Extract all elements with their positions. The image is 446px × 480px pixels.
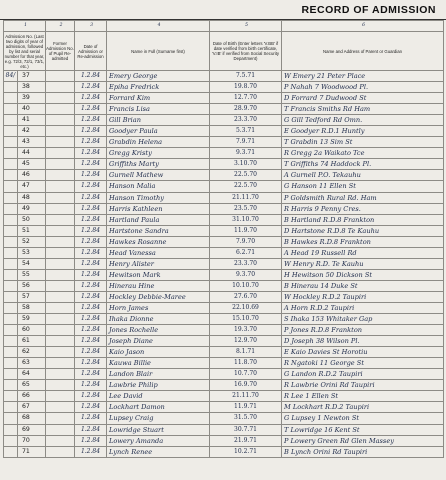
- admission-date: 1.2.84: [75, 325, 107, 336]
- admission-number: 60: [18, 325, 46, 336]
- pupil-name: Jones Rochelle: [107, 325, 210, 336]
- table-row: [4, 347, 444, 358]
- table-row: [4, 126, 444, 137]
- admission-number: 61: [18, 336, 46, 347]
- admission-number: 39: [18, 93, 46, 104]
- admission-date: 1.2.84: [75, 302, 107, 313]
- pupil-name: Hartstone Sandra: [107, 225, 210, 236]
- admission-date: 1.2.84: [75, 369, 107, 380]
- admission-date: 1.2.84: [75, 82, 107, 93]
- parent-guardian: R Ngatoki 11 George St: [282, 358, 444, 369]
- pupil-name: Lowery Amanda: [107, 435, 210, 446]
- row-year-prefix: 84/: [4, 71, 18, 82]
- row-year-prefix: [4, 82, 18, 93]
- admission-date: 1.2.84: [75, 291, 107, 302]
- row-year-prefix: [4, 192, 18, 203]
- admission-date: 1.2.84: [75, 269, 107, 280]
- former-number: [46, 358, 75, 369]
- row-year-prefix: [4, 236, 18, 247]
- header-former-no: Former Admission No. of Pupil Re-admitted: [46, 32, 75, 71]
- date-of-birth: 22.10.69: [210, 302, 282, 313]
- pupil-name: Lawbrie Philip: [107, 380, 210, 391]
- date-of-birth: 11.8.70: [210, 358, 282, 369]
- column-number: 6: [282, 21, 444, 32]
- date-of-birth: 22.5.70: [210, 181, 282, 192]
- admission-number: 51: [18, 225, 46, 236]
- row-year-prefix: [4, 137, 18, 148]
- admission-table: [3, 20, 444, 458]
- admission-number: 50: [18, 214, 46, 225]
- date-of-birth: 22.5.70: [210, 170, 282, 181]
- former-number: [46, 280, 75, 291]
- admission-number: 52: [18, 236, 46, 247]
- former-number: [46, 347, 75, 358]
- admission-number: 58: [18, 302, 46, 313]
- table-row: [4, 203, 444, 214]
- date-of-birth: 27.6.70: [210, 291, 282, 302]
- date-of-birth: 10.10.70: [210, 280, 282, 291]
- pupil-name: Hartland Paula: [107, 214, 210, 225]
- column-number: 5: [210, 21, 282, 32]
- parent-guardian: W Emery 21 Peter Place: [282, 71, 444, 82]
- table-row: [4, 424, 444, 435]
- former-number: [46, 247, 75, 258]
- former-number: [46, 314, 75, 325]
- admission-date: 1.2.84: [75, 170, 107, 181]
- admission-date: 1.2.84: [75, 380, 107, 391]
- row-year-prefix: [4, 269, 18, 280]
- admission-number: 55: [18, 269, 46, 280]
- pupil-name: Lupsey Craig: [107, 413, 210, 424]
- pupil-name: Joseph Diane: [107, 336, 210, 347]
- former-number: [46, 225, 75, 236]
- table-row: [4, 336, 444, 347]
- row-year-prefix: [4, 159, 18, 170]
- row-year-prefix: [4, 115, 18, 126]
- header-row: [4, 32, 444, 71]
- pupil-name: Hawkes Rosanne: [107, 236, 210, 247]
- parent-guardian: B Hinerau 14 Duke St: [282, 280, 444, 291]
- former-number: [46, 71, 75, 82]
- row-year-prefix: [4, 336, 18, 347]
- admission-number: 71: [18, 446, 46, 457]
- date-of-birth: 21.9.71: [210, 435, 282, 446]
- admission-date: 1.2.84: [75, 236, 107, 247]
- table-row: [4, 82, 444, 93]
- table-row: [4, 214, 444, 225]
- row-year-prefix: [4, 380, 18, 391]
- header-parent: Name and Address of Parent or Guardian: [282, 32, 444, 71]
- admission-date: 1.2.84: [75, 413, 107, 424]
- former-number: [46, 302, 75, 313]
- header-date: Date of Admission or Re-admission: [75, 32, 107, 71]
- parent-guardian: D Forrard 7 Dudwood St: [282, 93, 444, 104]
- row-year-prefix: [4, 247, 18, 258]
- pupil-name: Horn James: [107, 302, 210, 313]
- date-of-birth: 16.9.70: [210, 380, 282, 391]
- admission-date: 1.2.84: [75, 214, 107, 225]
- pupil-name: Grabdin Helena: [107, 137, 210, 148]
- pupil-name: Emery George: [107, 71, 210, 82]
- pupil-name: Forrard Kim: [107, 93, 210, 104]
- admission-date: 1.2.84: [75, 137, 107, 148]
- admission-date: 1.2.84: [75, 358, 107, 369]
- parent-guardian: M Lockhart R.D.2 Taupiri: [282, 402, 444, 413]
- row-year-prefix: [4, 302, 18, 313]
- parent-guardian: W Henry R.D. Te Kauhu: [282, 258, 444, 269]
- parent-guardian: D Joseph 38 Wilson Pl.: [282, 336, 444, 347]
- admission-date: 1.2.84: [75, 446, 107, 457]
- table-row: [4, 269, 444, 280]
- row-year-prefix: [4, 225, 18, 236]
- header-name: Name in Full (Surname first): [107, 32, 210, 71]
- table-row: [4, 159, 444, 170]
- table-row: [4, 435, 444, 446]
- row-year-prefix: [4, 104, 18, 115]
- admission-number: 66: [18, 391, 46, 402]
- column-number: 4: [107, 21, 210, 32]
- pupil-name: Lowridge Stuart: [107, 424, 210, 435]
- parent-guardian: P Lowery Green Rd Glen Massey: [282, 435, 444, 446]
- parent-guardian: T Grabdin 13 Sim St: [282, 137, 444, 148]
- date-of-birth: 15.10.70: [210, 314, 282, 325]
- parent-guardian: D Hartstone R.D.8 Te Kauhu: [282, 225, 444, 236]
- pupil-name: Hanson Timothy: [107, 192, 210, 203]
- former-number: [46, 137, 75, 148]
- date-of-birth: 23.3.70: [210, 115, 282, 126]
- former-number: [46, 291, 75, 302]
- pupil-name: Lockhart Damon: [107, 402, 210, 413]
- former-number: [46, 435, 75, 446]
- parent-guardian: G Lupsey 1 Newton St: [282, 413, 444, 424]
- former-number: [46, 192, 75, 203]
- table-row: [4, 247, 444, 258]
- admission-date: 1.2.84: [75, 347, 107, 358]
- admission-number: 59: [18, 314, 46, 325]
- table-row: [4, 148, 444, 159]
- row-year-prefix: [4, 391, 18, 402]
- admission-number: 41: [18, 115, 46, 126]
- parent-guardian: H Hewitson 50 Dickson St: [282, 269, 444, 280]
- former-number: [46, 214, 75, 225]
- former-number: [46, 391, 75, 402]
- former-number: [46, 446, 75, 457]
- former-number: [46, 424, 75, 435]
- pupil-name: Epiha Fredrick: [107, 82, 210, 93]
- table-row: [4, 325, 444, 336]
- parent-guardian: T Griffiths 74 Haddock Pl.: [282, 159, 444, 170]
- column-number: 1: [4, 21, 46, 32]
- admission-number: 44: [18, 148, 46, 159]
- date-of-birth: 31.5.70: [210, 413, 282, 424]
- former-number: [46, 126, 75, 137]
- admission-date: 1.2.84: [75, 336, 107, 347]
- table-row: [4, 192, 444, 203]
- pupil-name: Hanson Malia: [107, 181, 210, 192]
- table-row: [4, 71, 444, 82]
- admission-date: 1.2.84: [75, 424, 107, 435]
- admission-date: 1.2.84: [75, 247, 107, 258]
- row-year-prefix: [4, 203, 18, 214]
- admission-number: 43: [18, 137, 46, 148]
- parent-guardian: A Horn R.D.2 Taupiri: [282, 302, 444, 313]
- admission-number: 65: [18, 380, 46, 391]
- former-number: [46, 369, 75, 380]
- pupil-name: Hockley Debbie-Maree: [107, 291, 210, 302]
- parent-guardian: B Lynch Orini Rd Taupiri: [282, 446, 444, 457]
- admission-number: 67: [18, 402, 46, 413]
- date-of-birth: 9.3.71: [210, 148, 282, 159]
- table-row: [4, 314, 444, 325]
- admission-number: 69: [18, 424, 46, 435]
- row-year-prefix: [4, 347, 18, 358]
- former-number: [46, 203, 75, 214]
- pupil-name: Gurnell Mathew: [107, 170, 210, 181]
- row-year-prefix: [4, 435, 18, 446]
- parent-guardian: A Head 19 Russell Rd: [282, 247, 444, 258]
- admission-number: 63: [18, 358, 46, 369]
- admission-date: 1.2.84: [75, 435, 107, 446]
- former-number: [46, 181, 75, 192]
- former-number: [46, 148, 75, 159]
- pupil-name: Francis Lisa: [107, 104, 210, 115]
- date-of-birth: 30.7.71: [210, 424, 282, 435]
- table-body: [4, 71, 444, 458]
- admission-date: 1.2.84: [75, 148, 107, 159]
- parent-guardian: R Gregg 2a Waikato Tce: [282, 148, 444, 159]
- date-of-birth: 6.2.71: [210, 247, 282, 258]
- parent-guardian: G Landon R.D.2 Taupiri: [282, 369, 444, 380]
- row-year-prefix: [4, 402, 18, 413]
- page-title: RECORD OF ADMISSION: [301, 4, 436, 16]
- table-row: [4, 225, 444, 236]
- former-number: [46, 413, 75, 424]
- former-number: [46, 115, 75, 126]
- date-of-birth: 19.8.70: [210, 82, 282, 93]
- former-number: [46, 325, 75, 336]
- parent-guardian: E Kaio Davies St Horotiu: [282, 347, 444, 358]
- table-row: [4, 391, 444, 402]
- row-year-prefix: [4, 358, 18, 369]
- admission-date: 1.2.84: [75, 192, 107, 203]
- admission-number: 47: [18, 181, 46, 192]
- former-number: [46, 258, 75, 269]
- admission-number: 54: [18, 258, 46, 269]
- pupil-name: Head Vanessa: [107, 247, 210, 258]
- admission-date: 1.2.84: [75, 181, 107, 192]
- pupil-name: Harris Kathleen: [107, 203, 210, 214]
- table-row: [4, 280, 444, 291]
- pupil-name: Gregg Kristy: [107, 148, 210, 159]
- admission-number: 38: [18, 82, 46, 93]
- column-number: 3: [75, 21, 107, 32]
- admission-number: 40: [18, 104, 46, 115]
- date-of-birth: 19.3.70: [210, 325, 282, 336]
- row-year-prefix: [4, 170, 18, 181]
- parent-guardian: G Gill Tedford Rd Omn.: [282, 115, 444, 126]
- pupil-name: Goodyer Paula: [107, 126, 210, 137]
- table-row: [4, 302, 444, 313]
- admission-number: 57: [18, 291, 46, 302]
- row-year-prefix: [4, 258, 18, 269]
- admission-date: 1.2.84: [75, 280, 107, 291]
- row-year-prefix: [4, 325, 18, 336]
- admission-number: 45: [18, 159, 46, 170]
- former-number: [46, 82, 75, 93]
- former-number: [46, 159, 75, 170]
- admission-date: 1.2.84: [75, 225, 107, 236]
- admission-number: 62: [18, 347, 46, 358]
- pupil-name: Lee David: [107, 391, 210, 402]
- former-number: [46, 402, 75, 413]
- parent-guardian: B Hartland R.D.8 Frankton: [282, 214, 444, 225]
- former-number: [46, 170, 75, 181]
- admission-date: 1.2.84: [75, 203, 107, 214]
- pupil-name: Gill Brian: [107, 115, 210, 126]
- column-number: 2: [46, 21, 75, 32]
- admission-number: 48: [18, 192, 46, 203]
- admission-number: 64: [18, 369, 46, 380]
- table-row: [4, 358, 444, 369]
- parent-guardian: P Goldsmith Rural Rd. Ham: [282, 192, 444, 203]
- pupil-name: Griffiths Marty: [107, 159, 210, 170]
- parent-guardian: P Nahah 7 Woodwood Pl.: [282, 82, 444, 93]
- admission-number: 42: [18, 126, 46, 137]
- row-year-prefix: [4, 446, 18, 457]
- parent-guardian: G Hanson 11 Ellen St: [282, 181, 444, 192]
- former-number: [46, 93, 75, 104]
- parent-guardian: R Harris 9 Penny Cres.: [282, 203, 444, 214]
- parent-guardian: P Jones R.D.8 Frankton: [282, 325, 444, 336]
- admission-date: 1.2.84: [75, 115, 107, 126]
- admission-date: 1.2.84: [75, 314, 107, 325]
- pupil-name: Ihaka Dionne: [107, 314, 210, 325]
- parent-guardian: R Lee 1 Ellen St: [282, 391, 444, 402]
- admission-date: 1.2.84: [75, 71, 107, 82]
- date-of-birth: 7.9.71: [210, 137, 282, 148]
- admission-date: 1.2.84: [75, 104, 107, 115]
- table-row: [4, 258, 444, 269]
- date-of-birth: 3.10.70: [210, 159, 282, 170]
- admission-date: 1.2.84: [75, 258, 107, 269]
- pupil-name: Hinerau Hine: [107, 280, 210, 291]
- date-of-birth: 23.5.70: [210, 203, 282, 214]
- row-year-prefix: [4, 424, 18, 435]
- table-row: [4, 446, 444, 457]
- table-row: [4, 369, 444, 380]
- admission-date: 1.2.84: [75, 391, 107, 402]
- date-of-birth: 10.2.71: [210, 446, 282, 457]
- row-year-prefix: [4, 93, 18, 104]
- admission-number: 56: [18, 280, 46, 291]
- date-of-birth: 7.5.71: [210, 71, 282, 82]
- admission-number: 68: [18, 413, 46, 424]
- pupil-name: Hewitson Mark: [107, 269, 210, 280]
- admission-date: 1.2.84: [75, 402, 107, 413]
- admission-number: 70: [18, 435, 46, 446]
- former-number: [46, 236, 75, 247]
- parent-guardian: W Hockley R.D.2 Taupiri: [282, 291, 444, 302]
- admission-date: 1.2.84: [75, 159, 107, 170]
- column-number-row: [4, 21, 444, 32]
- table-row: [4, 291, 444, 302]
- row-year-prefix: [4, 291, 18, 302]
- parent-guardian: S Ihaka 153 Whitaker Gap: [282, 314, 444, 325]
- pupil-name: Lynch Renee: [107, 446, 210, 457]
- row-year-prefix: [4, 148, 18, 159]
- date-of-birth: 9.3.70: [210, 269, 282, 280]
- date-of-birth: 12.9.70: [210, 336, 282, 347]
- date-of-birth: 12.7.70: [210, 93, 282, 104]
- table-row: [4, 137, 444, 148]
- row-year-prefix: [4, 181, 18, 192]
- admission-date: 1.2.84: [75, 126, 107, 137]
- date-of-birth: 7.9.70: [210, 236, 282, 247]
- date-of-birth: 21.11.70: [210, 192, 282, 203]
- admission-number: 49: [18, 203, 46, 214]
- former-number: [46, 336, 75, 347]
- table-row: [4, 104, 444, 115]
- former-number: [46, 380, 75, 391]
- date-of-birth: 11.9.70: [210, 225, 282, 236]
- parent-guardian: A Gurnell P.O. Tekauhu: [282, 170, 444, 181]
- table-row: [4, 413, 444, 424]
- table-row: [4, 181, 444, 192]
- date-of-birth: 21.11.70: [210, 391, 282, 402]
- admission-number: 53: [18, 247, 46, 258]
- date-of-birth: 8.1.71: [210, 347, 282, 358]
- former-number: [46, 269, 75, 280]
- former-number: [46, 104, 75, 115]
- date-of-birth: 10.7.70: [210, 369, 282, 380]
- row-year-prefix: [4, 413, 18, 424]
- date-of-birth: 23.3.70: [210, 258, 282, 269]
- date-of-birth: 28.9.70: [210, 104, 282, 115]
- row-year-prefix: [4, 214, 18, 225]
- pupil-name: Henry Alister: [107, 258, 210, 269]
- date-of-birth: 11.9.71: [210, 402, 282, 413]
- table-row: [4, 170, 444, 181]
- table-row: [4, 115, 444, 126]
- pupil-name: Landon Blair: [107, 369, 210, 380]
- pupil-name: Kaio Jason: [107, 347, 210, 358]
- admission-number: 46: [18, 170, 46, 181]
- table-row: [4, 93, 444, 104]
- row-year-prefix: [4, 314, 18, 325]
- pupil-name: Kauwa Billie: [107, 358, 210, 369]
- header-admission-no: Admission No. (Last two digits of year of admission, followed by list and serial number for that year, e.g. 72/3, 72/1, 73/1, etc.): [4, 33, 45, 69]
- table-row: [4, 402, 444, 413]
- header-dob: Date of Birth (Enter letters 'V.BB' if date verified from birth certificate, 'V.IB' if verified from Social Security Department): [210, 32, 282, 71]
- date-of-birth: 31.10.70: [210, 214, 282, 225]
- parent-guardian: E Goodyer R.D.1 Huntly: [282, 126, 444, 137]
- admission-number: 37: [18, 71, 46, 82]
- row-year-prefix: [4, 126, 18, 137]
- row-year-prefix: [4, 280, 18, 291]
- row-year-prefix: [4, 369, 18, 380]
- table-row: [4, 236, 444, 247]
- table-row: [4, 380, 444, 391]
- parent-guardian: T Francis Smiths Rd Ham: [282, 104, 444, 115]
- parent-guardian: T Lowridge 16 Kent St: [282, 424, 444, 435]
- admission-date: 1.2.84: [75, 93, 107, 104]
- date-of-birth: 5.3.71: [210, 126, 282, 137]
- parent-guardian: R Lawbrie Orini Rd Taupiri: [282, 380, 444, 391]
- parent-guardian: B Hawkes R.D.8 Frankton: [282, 236, 444, 247]
